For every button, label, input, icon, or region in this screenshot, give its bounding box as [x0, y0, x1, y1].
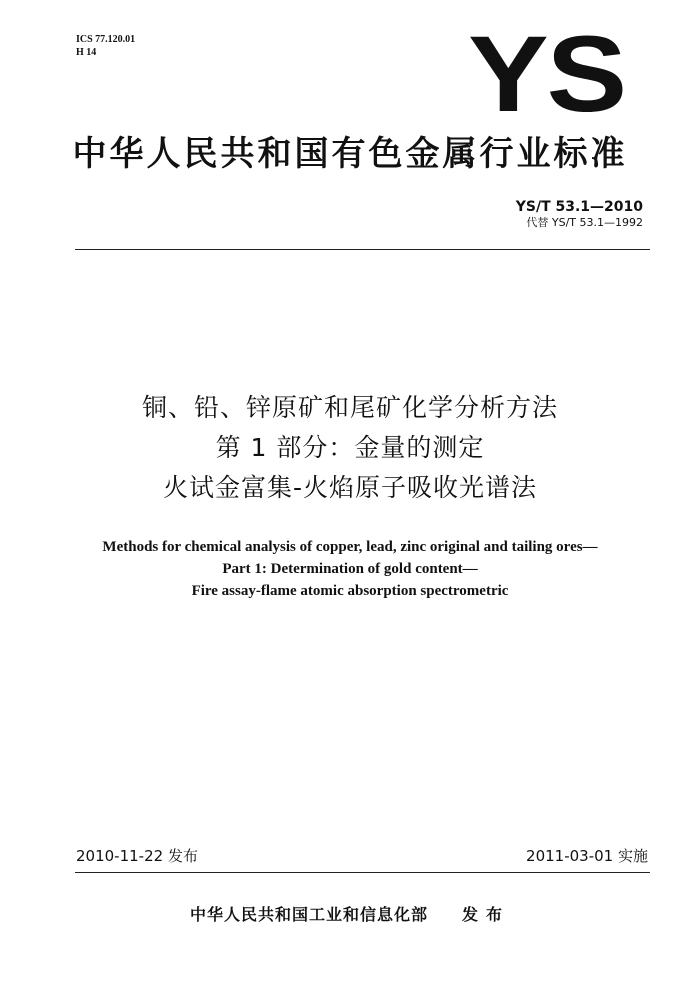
issue-action: 发布: [462, 905, 511, 924]
implementation-date: 2011-03-01 实施: [526, 847, 648, 865]
english-title: [0, 536, 700, 602]
issue-date: 2010-11-22 发布: [76, 847, 198, 865]
replaces-standard: 代替 YS/T 53.1—1992: [526, 216, 643, 229]
standard-number: YS/T 53.1—2010: [515, 199, 643, 215]
ics-code: ICS 77.120.01: [76, 34, 136, 45]
issuer-line: [0, 904, 700, 926]
chinese-title-line-2: 第 1 部分：金量的测定: [215, 433, 485, 462]
standard-category-title: 中华人民共和国有色金属行业标准: [72, 134, 628, 174]
english-title-line-1: Methods for chemical analysis of copper, lead, zinc original and tailing ores—: [102, 539, 598, 555]
standard-number-block: [516, 198, 643, 230]
chinese-title-line-1: 铜、铅、锌原矿和尾矿化学分析方法: [141, 393, 558, 422]
chinese-title-line-3: 火试金富集-火焰原子吸收光谱法: [162, 473, 538, 502]
english-title-line-2: Part 1: Determination of gold content—: [222, 561, 478, 577]
top-divider: [75, 249, 650, 250]
bottom-divider: [75, 872, 650, 873]
classification-codes: [76, 33, 135, 59]
issuing-organization: 中华人民共和国工业和信息化部: [189, 905, 428, 924]
english-title-line-3: Fire assay-flame atomic absorption spectrometric: [191, 583, 509, 599]
ys-logo: YS: [468, 13, 625, 134]
ccs-code: H 14: [76, 47, 97, 58]
chinese-title: [0, 388, 700, 508]
